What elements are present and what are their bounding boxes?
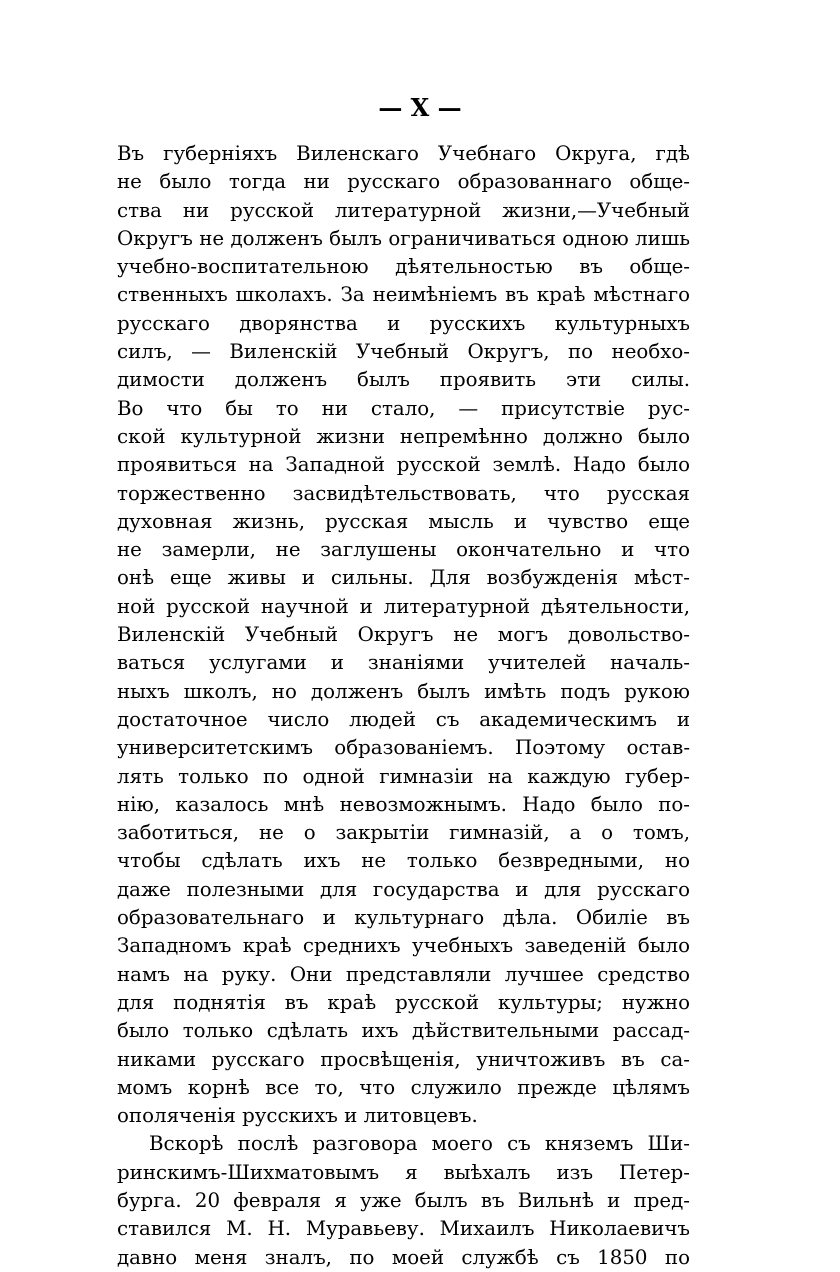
- text-line: нію, казалось мнѣ невозможнымъ. Надо было по-: [117, 792, 690, 816]
- text-line: было только сдѣлать ихъ дѣйствительными расcад-: [117, 1019, 690, 1043]
- text-line: никами русскаго просвѣщенія, уничтоживъ въ са-: [117, 1047, 690, 1071]
- text-line: намъ на руку. Они представляли лучшее средство: [117, 962, 690, 986]
- text-line: Округъ не долженъ былъ ограничиваться одною лишь: [117, 226, 690, 250]
- text-line: университетскимъ образованіемъ. Поэтому остав-: [117, 736, 690, 760]
- text-line: Во что бы то ни стало, — присутствіе рус-: [117, 396, 690, 420]
- text-line: димости долженъ былъ проявить эти силы.: [117, 368, 690, 392]
- page-number: — X —: [378, 93, 462, 122]
- text-line: ныхъ школъ, но долженъ былъ имѣть подъ рукою: [117, 679, 690, 703]
- text-line: ставился М. Н. Муравьеву. Михаилъ Николаевичъ: [117, 1217, 690, 1241]
- text-line: даже полезными для государства и для русскаго: [117, 877, 690, 901]
- text-line: Виленскій Учебный Округъ не могъ довольство-: [117, 623, 690, 647]
- text-line: ополяченія русскихъ и литовцевъ.: [117, 1104, 478, 1128]
- text-line: лять только по одной гимназіи на каждую губер-: [117, 764, 690, 788]
- text-line: русскаго дворянства и русскихъ культурныхъ: [117, 311, 690, 335]
- text-line: чтобы сдѣлать ихъ не только безвредными, но: [117, 849, 690, 873]
- text-line: Западномъ краѣ среднихъ учебныхъ заведеній было: [117, 934, 690, 958]
- text-line: момъ корнѣ все то, что служило прежде цѣлямъ: [117, 1075, 690, 1099]
- text-line: Въ губерніяхъ Виленскаго Учебнаго Округа, гдѣ: [117, 142, 690, 165]
- text-line: заботиться, не о закрытіи гимназій, а о томъ,: [117, 821, 690, 845]
- text-line: ской культурной жизни непремѣнно должно было: [117, 424, 690, 448]
- text-body: [117, 140, 690, 1272]
- text-line: ной русской научной и литературной дѣятельности,: [117, 594, 690, 618]
- text-line: Вскорѣ послѣ разговора моего съ княземъ Ши-: [149, 1132, 690, 1156]
- text-line: ваться услугами и знаніями учителей началь-: [117, 651, 690, 675]
- text-line: проявиться на Западной русской землѣ. Надо было: [117, 453, 690, 477]
- text-line: ства ни русской литературной жизни,—Учебный: [117, 198, 690, 222]
- text-line: давно меня зналъ, по моей службѣ съ 1850 по: [117, 1245, 690, 1269]
- text-line: учебно-воспитательною дѣятельностью въ обще-: [117, 255, 690, 279]
- text-line: бурга. 20 февраля я уже былъ въ Вильнѣ и пред-: [117, 1188, 690, 1212]
- text-line: для поднятія въ краѣ русской культуры; нужно: [117, 990, 690, 1014]
- paragraph: [117, 1130, 690, 1271]
- text-line: образовательнаго и культурнаго дѣла. Обиліе въ: [117, 906, 690, 930]
- text-line: онѣ еще живы и сильны. Для возбужденія мѣст-: [117, 566, 690, 590]
- text-line: не было тогда ни русскаго образованнаго обще-: [117, 170, 690, 194]
- text-line: духовная жизнь, русская мысль и чувство еще: [117, 509, 690, 533]
- text-line: достаточное число людей съ академическимъ и: [117, 707, 690, 731]
- paragraph: [117, 140, 690, 1130]
- text-line: торжественно засвидѣтельствовать, что русская: [117, 481, 690, 505]
- text-line: ринскимъ-Шихматовымъ я выѣхалъ изъ Петер-: [117, 1160, 690, 1184]
- text-line: не замерли, не заглушены окончательно и что: [117, 538, 690, 562]
- text-line: ственныхъ школахъ. За неимѣніемъ въ краѣ мѣстнаго: [117, 283, 690, 307]
- text-line: силъ, — Виленскій Учебный Округъ, по необхо-: [117, 340, 690, 364]
